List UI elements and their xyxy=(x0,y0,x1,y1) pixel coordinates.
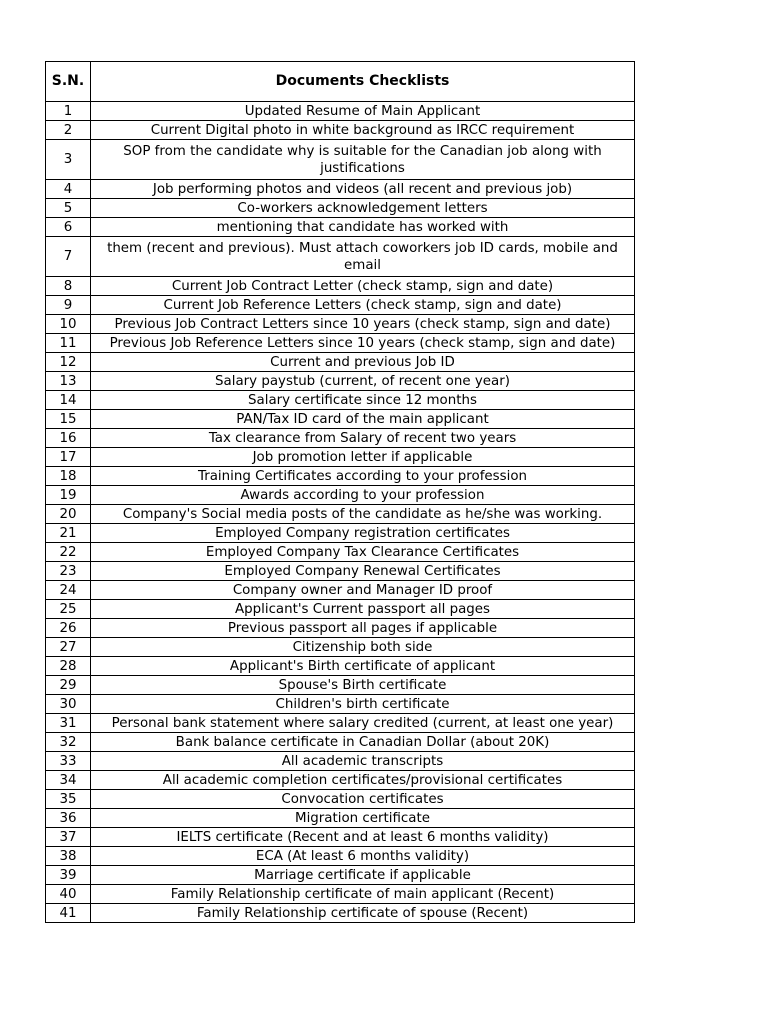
row-serial-number: 24 xyxy=(46,581,91,600)
row-serial-number: 29 xyxy=(46,676,91,695)
table-row xyxy=(46,180,635,199)
row-document-name: IELTS certificate (Recent and at least 6 months validity) xyxy=(91,828,635,847)
row-serial-number: 6 xyxy=(46,218,91,237)
row-document-name: Children's birth certificate xyxy=(91,695,635,714)
row-serial-number: 15 xyxy=(46,410,91,429)
row-serial-number: 27 xyxy=(46,638,91,657)
table-row xyxy=(46,429,635,448)
row-serial-number: 7 xyxy=(46,237,91,277)
row-document-name: Current and previous Job ID xyxy=(91,353,635,372)
row-document-name: Job promotion letter if applicable xyxy=(91,448,635,467)
table-row xyxy=(46,296,635,315)
row-serial-number: 35 xyxy=(46,790,91,809)
row-document-name: Family Relationship certificate of spouse (Recent) xyxy=(91,904,635,923)
row-document-name: Tax clearance from Salary of recent two years xyxy=(91,429,635,448)
table-row xyxy=(46,809,635,828)
table-row xyxy=(46,524,635,543)
row-document-name: Job performing photos and videos (all recent and previous job) xyxy=(91,180,635,199)
row-serial-number: 26 xyxy=(46,619,91,638)
row-document-name: Current Digital photo in white background as IRCC requirement xyxy=(91,121,635,140)
row-serial-number: 41 xyxy=(46,904,91,923)
row-document-name: Current Job Reference Letters (check stamp, sign and date) xyxy=(91,296,635,315)
row-document-name: Previous Job Contract Letters since 10 years (check stamp, sign and date) xyxy=(91,315,635,334)
table-row xyxy=(46,121,635,140)
row-serial-number: 9 xyxy=(46,296,91,315)
row-serial-number: 32 xyxy=(46,733,91,752)
row-document-name: Current Job Contract Letter (check stamp, sign and date) xyxy=(91,277,635,296)
table-row xyxy=(46,277,635,296)
table-row xyxy=(46,353,635,372)
row-document-name: mentioning that candidate has worked with xyxy=(91,218,635,237)
row-document-name: Previous Job Reference Letters since 10 years (check stamp, sign and date) xyxy=(91,334,635,353)
row-document-name: Training Certificates according to your profession xyxy=(91,467,635,486)
table-row xyxy=(46,102,635,121)
row-serial-number: 36 xyxy=(46,809,91,828)
row-document-name: Marriage certificate if applicable xyxy=(91,866,635,885)
row-document-name: ECA (At least 6 months validity) xyxy=(91,847,635,866)
table-row xyxy=(46,866,635,885)
row-document-name: Family Relationship certificate of main applicant (Recent) xyxy=(91,885,635,904)
table-row xyxy=(46,218,635,237)
row-serial-number: 13 xyxy=(46,372,91,391)
row-document-name: Company owner and Manager ID proof xyxy=(91,581,635,600)
document-sheet xyxy=(45,61,634,923)
table-row xyxy=(46,448,635,467)
row-document-name: Bank balance certificate in Canadian Dollar (about 20K) xyxy=(91,733,635,752)
table-row xyxy=(46,600,635,619)
row-serial-number: 38 xyxy=(46,847,91,866)
table-row xyxy=(46,676,635,695)
table-row xyxy=(46,372,635,391)
row-document-name: Employed Company registration certificates xyxy=(91,524,635,543)
row-serial-number: 4 xyxy=(46,180,91,199)
table-row xyxy=(46,904,635,923)
row-serial-number: 39 xyxy=(46,866,91,885)
table-row xyxy=(46,467,635,486)
table-row xyxy=(46,334,635,353)
row-document-name: Updated Resume of Main Applicant xyxy=(91,102,635,121)
row-document-name: Previous passport all pages if applicable xyxy=(91,619,635,638)
table-row xyxy=(46,619,635,638)
row-serial-number: 33 xyxy=(46,752,91,771)
row-document-name: Migration certificate xyxy=(91,809,635,828)
row-serial-number: 31 xyxy=(46,714,91,733)
row-document-name: Applicant's Current passport all pages xyxy=(91,600,635,619)
table-row xyxy=(46,790,635,809)
table-body xyxy=(46,102,635,923)
row-document-name: Awards according to your profession xyxy=(91,486,635,505)
row-document-name: Personal bank statement where salary credited (current, at least one year) xyxy=(91,714,635,733)
row-document-name: Spouse's Birth certificate xyxy=(91,676,635,695)
row-serial-number: 17 xyxy=(46,448,91,467)
table-row xyxy=(46,315,635,334)
table-row xyxy=(46,140,635,180)
row-document-name: Salary paystub (current, of recent one year) xyxy=(91,372,635,391)
row-serial-number: 19 xyxy=(46,486,91,505)
row-serial-number: 21 xyxy=(46,524,91,543)
row-document-name: Co-workers acknowledgement letters xyxy=(91,199,635,218)
row-serial-number: 2 xyxy=(46,121,91,140)
row-document-name: Company's Social media posts of the candidate as he/she was working. xyxy=(91,505,635,524)
row-document-name: Employed Company Tax Clearance Certificates xyxy=(91,543,635,562)
row-serial-number: 23 xyxy=(46,562,91,581)
table-row xyxy=(46,714,635,733)
table-header-row xyxy=(46,62,635,102)
row-serial-number: 5 xyxy=(46,199,91,218)
table-row xyxy=(46,771,635,790)
table-row xyxy=(46,657,635,676)
table-row xyxy=(46,391,635,410)
row-document-name: PAN/Tax ID card of the main applicant xyxy=(91,410,635,429)
row-serial-number: 25 xyxy=(46,600,91,619)
row-serial-number: 37 xyxy=(46,828,91,847)
table-row xyxy=(46,752,635,771)
header-title: Documents Checklists xyxy=(91,62,635,102)
documents-checklist-table xyxy=(45,61,635,923)
table-row xyxy=(46,486,635,505)
table-row xyxy=(46,581,635,600)
table-row xyxy=(46,505,635,524)
row-serial-number: 28 xyxy=(46,657,91,676)
row-serial-number: 22 xyxy=(46,543,91,562)
row-document-name: All academic transcripts xyxy=(91,752,635,771)
table-row xyxy=(46,543,635,562)
header-sn: S.N. xyxy=(46,62,91,102)
table-row xyxy=(46,733,635,752)
row-document-name: Applicant's Birth certificate of applicant xyxy=(91,657,635,676)
row-serial-number: 14 xyxy=(46,391,91,410)
row-document-name: SOP from the candidate why is suitable for the Canadian job along with justifications xyxy=(91,140,635,180)
table-row xyxy=(46,847,635,866)
row-serial-number: 1 xyxy=(46,102,91,121)
row-serial-number: 18 xyxy=(46,467,91,486)
row-serial-number: 34 xyxy=(46,771,91,790)
table-row xyxy=(46,410,635,429)
table-row xyxy=(46,885,635,904)
row-document-name: them (recent and previous). Must attach coworkers job ID cards, mobile and email xyxy=(91,237,635,277)
row-document-name: Salary certificate since 12 months xyxy=(91,391,635,410)
row-document-name: Convocation certificates xyxy=(91,790,635,809)
row-serial-number: 16 xyxy=(46,429,91,448)
table-row xyxy=(46,638,635,657)
row-document-name: Citizenship both side xyxy=(91,638,635,657)
row-serial-number: 8 xyxy=(46,277,91,296)
row-serial-number: 3 xyxy=(46,140,91,180)
row-serial-number: 12 xyxy=(46,353,91,372)
row-serial-number: 20 xyxy=(46,505,91,524)
table-row xyxy=(46,199,635,218)
table-row xyxy=(46,562,635,581)
table-row xyxy=(46,695,635,714)
row-serial-number: 40 xyxy=(46,885,91,904)
row-serial-number: 11 xyxy=(46,334,91,353)
row-serial-number: 10 xyxy=(46,315,91,334)
table-row xyxy=(46,237,635,277)
table-row xyxy=(46,828,635,847)
row-serial-number: 30 xyxy=(46,695,91,714)
row-document-name: All academic completion certificates/provisional certificates xyxy=(91,771,635,790)
row-document-name: Employed Company Renewal Certificates xyxy=(91,562,635,581)
